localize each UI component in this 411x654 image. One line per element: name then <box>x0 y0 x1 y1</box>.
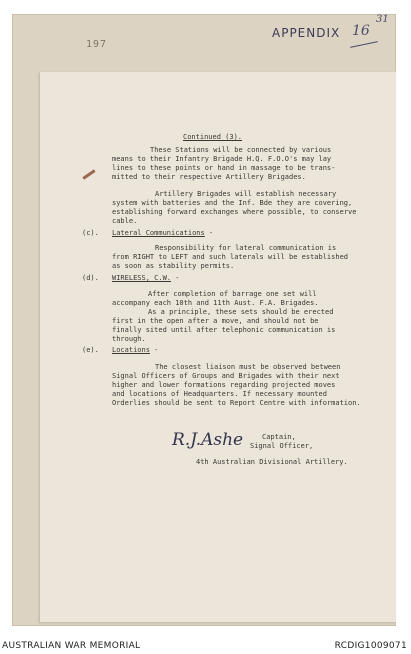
signature-rank: Captain, <box>262 433 296 441</box>
section-d-label: (d). <box>82 274 99 282</box>
para1-line: These Stations will be connected by various <box>150 146 332 154</box>
section-c-line: Responsibility for lateral communication is <box>155 244 337 252</box>
section-d-line: through. <box>112 335 146 343</box>
para1-line: mitted to their respective Artillery Brigades. <box>112 173 306 181</box>
section-d-suffix: - <box>171 274 180 282</box>
section-e-line: higher and lower formations regarding projected moves <box>112 381 336 389</box>
section-c-heading <box>112 229 213 238</box>
para2-line: establishing forward exchanges where possible, to conserve <box>112 208 357 216</box>
section-d-line: finally sited until after telephonic communication is <box>112 326 336 334</box>
section-c-title: Lateral Communications <box>112 229 205 237</box>
handwritten-signature: R.J.Ashe <box>172 430 244 450</box>
section-e-line: Orderlies should be sent to Report Centre with information. <box>112 399 361 407</box>
section-d-line: As a principle, these sets should be erected <box>148 308 334 316</box>
section-d-line: accompany each 10th and 11th Aust. F.A. Brigades. <box>112 299 319 307</box>
section-d-line: first in the open after a move, and should not be <box>112 317 319 325</box>
section-c-suffix: - <box>204 229 214 237</box>
para2-line: system with batteries and the Inf. Bde they are covering, <box>112 199 353 207</box>
page-number: 197 <box>86 39 108 50</box>
handwritten-folio: 31 <box>376 14 389 25</box>
footer-record-id: RCDIG1009071 <box>334 641 407 651</box>
section-c-line: from RIGHT to LEFT and such laterals will be established <box>112 253 349 261</box>
section-e-suffix: - <box>149 346 159 354</box>
handwritten-number: 16 <box>352 23 370 39</box>
section-d-title: WIRELESS, C.W. <box>112 274 172 282</box>
para2-line: Artillery Brigades will establish necessary <box>155 190 337 198</box>
para1-line: lines to these points or hand in massage to be trans- <box>112 164 336 172</box>
section-d-line: After completion of barrage one set will <box>148 290 317 298</box>
signature-unit: 4th Australian Divisional Artillery. <box>196 458 348 466</box>
section-e-label: (e). <box>82 346 99 354</box>
section-e-line: The closest liaison must be observed between <box>155 363 341 371</box>
section-c-line: as soon as stability permits. <box>112 262 235 270</box>
section-c-label: (c). <box>82 229 99 237</box>
para1-line: means to their Infantry Brigade H.Q. F.O.O's may lay <box>112 155 332 163</box>
section-e-line: and locations of Headquarters. If necessary mounted <box>112 390 327 398</box>
para2-line: cable. <box>112 217 138 225</box>
signature-role: Signal Officer, <box>250 442 314 450</box>
section-d-heading <box>112 274 179 283</box>
appendix-stamp: APPENDIX <box>272 26 341 40</box>
section-e-title: Locations <box>112 346 150 354</box>
continued-heading: Continued (3). <box>183 133 243 141</box>
footer-institution: AUSTRALIAN WAR MEMORIAL <box>2 641 141 651</box>
section-e-heading <box>112 346 158 355</box>
section-e-line: Signal Officers of Groups and Brigades with their next <box>112 372 340 380</box>
